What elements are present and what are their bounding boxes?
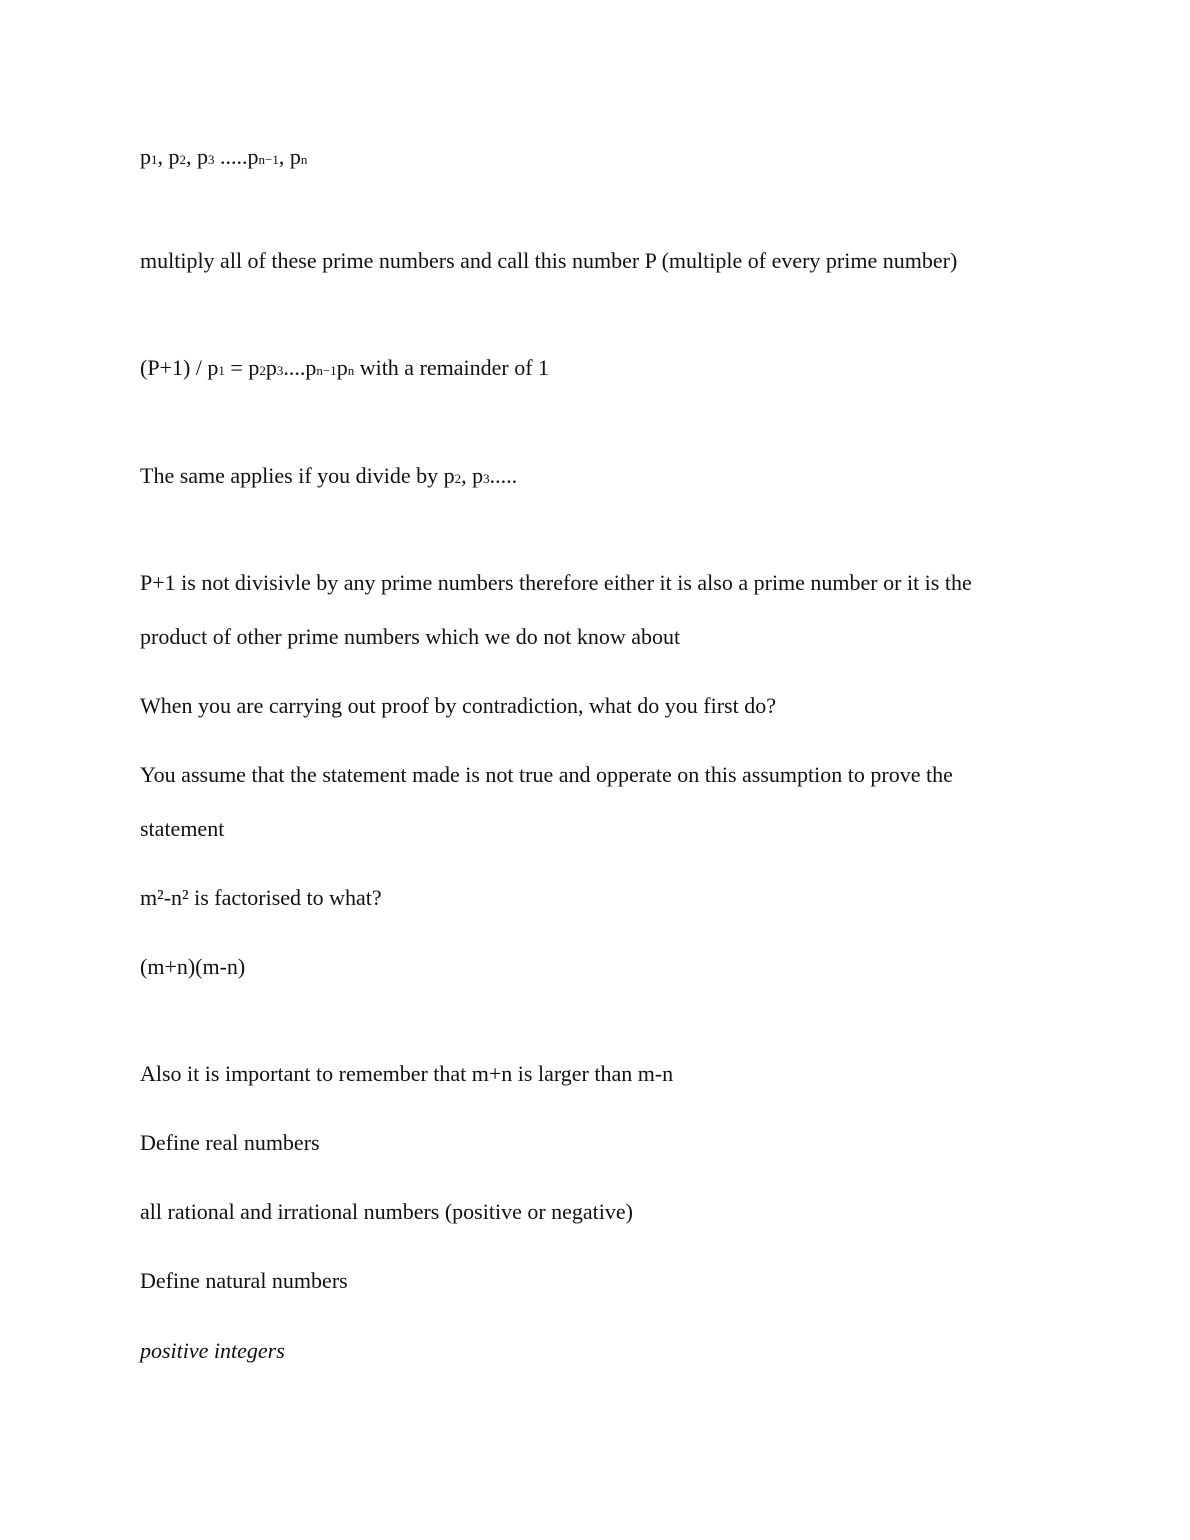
division-eq: = p: [224, 355, 260, 380]
primes-list-line: [140, 144, 307, 173]
subscript: n−1: [316, 363, 337, 378]
not-divisible-line-1: P+1 is not divisivle by any prime numbers therefore either it is also a prime number or it is the: [140, 570, 972, 595]
answer-factorise: (m+n)(m-n): [140, 954, 246, 979]
subscript: n: [300, 152, 308, 167]
question-real-numbers: Define real numbers: [140, 1130, 320, 1155]
subscript: 2: [454, 471, 462, 486]
same-applies-text: The same applies if you divide by p: [140, 463, 455, 488]
subscript: 3: [276, 363, 284, 378]
subscript: 2: [259, 363, 266, 378]
subscript: 1: [218, 363, 225, 378]
division-remainder-text: with a remainder of 1: [354, 355, 550, 380]
separator: ,: [278, 144, 290, 169]
subscript: 1: [151, 152, 158, 167]
prime-symbol: p: [289, 144, 301, 169]
same-applies-line: [140, 463, 517, 492]
separator: ,: [186, 144, 197, 169]
prime-symbol: p: [140, 144, 151, 169]
division-line: [140, 355, 549, 384]
prime-symbol: p: [168, 144, 180, 169]
division-lhs: (P+1) / p: [140, 355, 219, 380]
prime-symbol: p: [336, 355, 348, 380]
ellipsis: .....: [214, 144, 248, 169]
question-natural-numbers: Define natural numbers: [140, 1268, 348, 1293]
prime-symbol: p: [247, 144, 259, 169]
ellipsis: .....: [489, 463, 518, 488]
separator: , p: [461, 463, 484, 488]
ellipsis: ....p: [283, 355, 317, 380]
prime-symbol: p: [197, 144, 208, 169]
answer-contradiction-line-1: You assume that the statement made is not true and opperate on this assumption to prove the: [140, 762, 953, 787]
subscript: 3: [483, 471, 490, 486]
multiply-line: multiply all of these prime numbers and call this number P (multiple of every prime number): [140, 248, 958, 273]
answer-real-numbers: all rational and irrational numbers (positive or negative): [140, 1199, 634, 1224]
question-factorise: m²-n² is factorised to what?: [140, 885, 382, 910]
prime-symbol: p: [265, 355, 277, 380]
subscript: 3: [208, 152, 215, 167]
subscript: n−1: [258, 152, 279, 167]
separator: ,: [157, 144, 169, 169]
not-divisible-line-2: product of other prime numbers which we do not know about: [140, 624, 681, 649]
answer-contradiction-line-2: statement: [140, 816, 225, 841]
subscript: n: [347, 363, 355, 378]
remember-line: Also it is important to remember that m+n is larger than m-n: [140, 1061, 674, 1086]
answer-natural-numbers: positive integers: [140, 1338, 285, 1363]
subscript: 2: [179, 152, 186, 167]
question-contradiction: When you are carrying out proof by contradiction, what do you first do?: [140, 693, 776, 718]
